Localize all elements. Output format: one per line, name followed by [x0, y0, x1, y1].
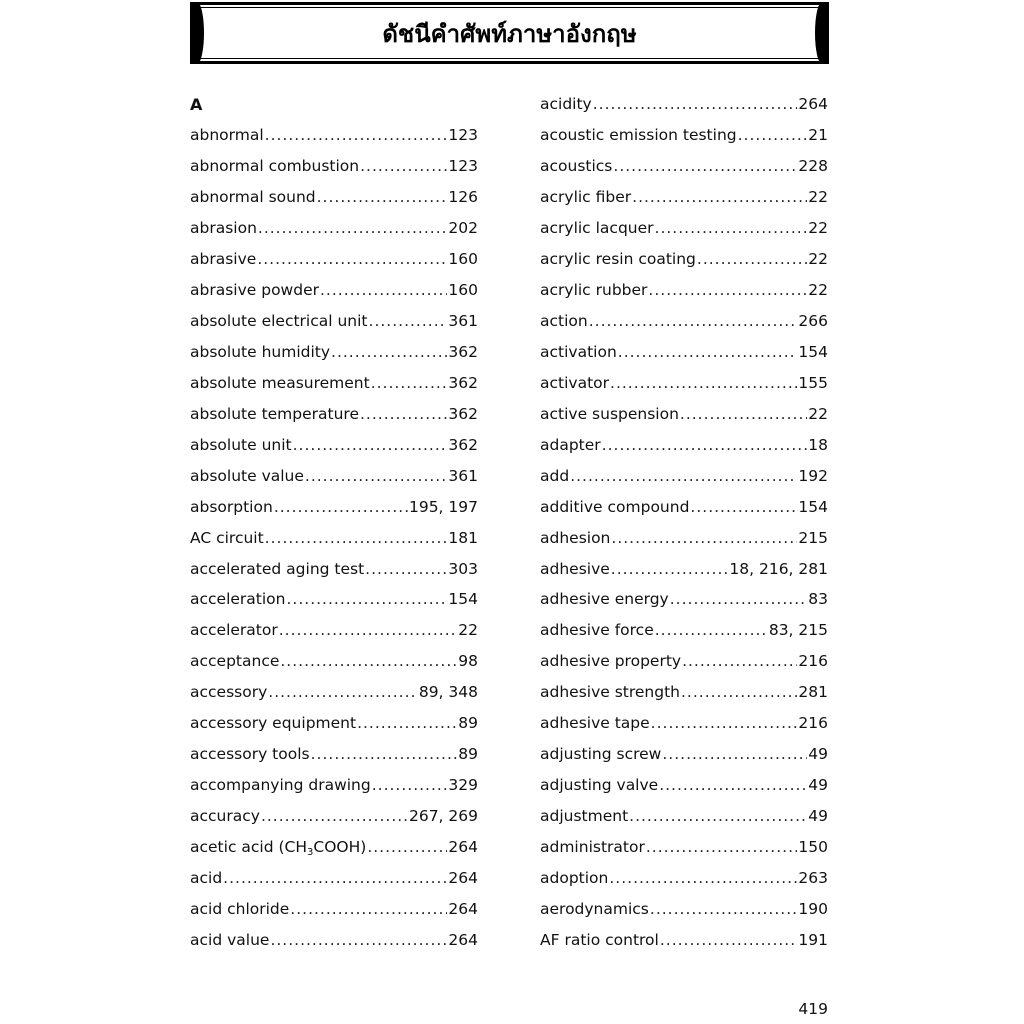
index-entry: [190, 151, 478, 182]
index-term: abnormal: [190, 126, 264, 145]
index-term: activator: [540, 373, 610, 392]
index-term: accessory: [190, 683, 268, 702]
index-term: acrylic rubber: [540, 281, 648, 300]
dot-leader: [261, 807, 408, 825]
dot-leader: [360, 157, 447, 175]
dot-leader: [610, 374, 797, 392]
index-page-ref: 49: [808, 776, 828, 795]
index-term: additive compound: [540, 497, 690, 516]
index-page-ref: 22: [808, 281, 828, 300]
index-entry: [540, 584, 828, 615]
index-term: acceptance: [190, 652, 280, 671]
dot-leader: [223, 869, 447, 887]
index-page-ref: 98: [458, 652, 478, 671]
index-page-ref: 362: [448, 404, 478, 423]
index-term: acid value: [190, 930, 270, 949]
index-page-ref: 264: [448, 899, 478, 918]
dot-leader: [632, 188, 807, 206]
index-entry: [190, 770, 478, 801]
dot-leader: [367, 838, 447, 856]
index-term-prefix: acetic acid (CH: [190, 837, 308, 856]
dot-leader: [570, 467, 797, 485]
index-entry: [540, 182, 828, 213]
dot-leader: [648, 281, 807, 299]
index-term: adhesive property: [540, 652, 682, 671]
dot-leader: [650, 900, 798, 918]
index-term-suffix: COOH): [313, 837, 367, 856]
index-page-ref: 22: [808, 219, 828, 238]
index-page-ref: 263: [798, 868, 828, 887]
dot-leader: [371, 374, 448, 392]
index-column-right: [540, 89, 828, 955]
index-page-ref: 216: [798, 652, 828, 671]
index-column-left: [190, 89, 478, 955]
dot-leader: [662, 745, 807, 763]
index-term: AC circuit: [190, 528, 264, 547]
index-page-ref: 49: [808, 745, 828, 764]
index-term: abnormal sound: [190, 188, 316, 207]
dot-leader: [320, 281, 447, 299]
index-page-ref: 126: [448, 188, 478, 207]
index-entry: [190, 615, 478, 646]
index-page-ref: 202: [448, 219, 478, 238]
dot-leader: [279, 621, 458, 639]
index-entry: [190, 398, 478, 429]
index-page-ref: 89: [458, 714, 478, 733]
index-entry: [540, 89, 828, 120]
dot-leader: [305, 467, 448, 485]
dot-leader: [659, 776, 807, 794]
index-entry: [190, 460, 478, 491]
dot-leader: [290, 900, 447, 918]
dot-leader: [681, 683, 797, 701]
index-entry: [190, 584, 478, 615]
dot-leader: [293, 436, 448, 454]
index-page-ref: 216: [798, 714, 828, 733]
index-page-ref: 281: [798, 683, 828, 702]
index-page-ref: 150: [798, 837, 828, 856]
dot-leader: [646, 838, 798, 856]
index-page-ref: 18, 216, 281: [729, 559, 828, 578]
index-term: activation: [540, 342, 617, 361]
index-page-ref: 362: [448, 342, 478, 361]
index-entry: [540, 398, 828, 429]
index-page-ref: 160: [448, 250, 478, 269]
index-entry: [540, 337, 828, 368]
dot-leader: [680, 405, 807, 423]
dot-leader: [613, 157, 797, 175]
index-entry: [540, 460, 828, 491]
title-banner: [190, 2, 829, 64]
dot-leader: [270, 931, 447, 949]
index-page-ref: 362: [448, 435, 478, 454]
index-term: accelerated aging test: [190, 559, 365, 578]
index-page-ref: 264: [798, 95, 828, 114]
index-term: absolute humidity: [190, 342, 331, 361]
index-entry: [190, 646, 478, 677]
index-entry: [540, 646, 828, 677]
index-page-ref: 329: [448, 776, 478, 795]
index-page-ref: 228: [798, 157, 828, 176]
dot-leader: [655, 621, 768, 639]
index-entry: [190, 739, 478, 770]
index-term: adapter: [540, 435, 601, 454]
index-page-ref: 154: [448, 590, 478, 609]
index-term: adjustment: [540, 807, 629, 826]
dot-leader: [670, 590, 808, 608]
index-entry: [540, 708, 828, 739]
index-entry: [190, 893, 478, 924]
index-page-ref: 361: [448, 312, 478, 331]
index-entry: [190, 862, 478, 893]
index-entry: [190, 522, 478, 553]
section-letter: A: [190, 94, 203, 114]
index-term: adhesive force: [540, 621, 654, 640]
index-term: accessory tools: [190, 745, 310, 764]
index-term: abrasion: [190, 219, 257, 238]
index-entry: [190, 213, 478, 244]
index-page-ref: 49: [808, 807, 828, 826]
right-entry-list: [540, 89, 828, 955]
dot-leader: [265, 126, 448, 144]
index-term: add: [540, 466, 570, 485]
index-page-ref: 21: [808, 126, 828, 145]
index-term: acid: [190, 868, 223, 887]
dot-leader: [589, 312, 798, 330]
index-entry: [190, 306, 478, 337]
section-heading: [190, 89, 478, 120]
index-term: abnormal combustion: [190, 157, 360, 176]
dot-leader: [258, 219, 448, 237]
index-entry: [540, 522, 828, 553]
index-entry: [190, 553, 478, 584]
index-entry: [540, 770, 828, 801]
index-term: adhesive energy: [540, 590, 669, 609]
index-term: accuracy: [190, 807, 260, 826]
index-term: accessory equipment: [190, 714, 357, 733]
dot-leader: [738, 126, 808, 144]
index-entry: [540, 739, 828, 770]
index-page-ref: 192: [798, 466, 828, 485]
index-term: acidity: [540, 95, 592, 114]
index-entry: [540, 120, 828, 151]
index-page-ref: 154: [798, 497, 828, 516]
index-entry: [540, 491, 828, 522]
index-entry: [190, 801, 478, 832]
index-page-ref: 18: [808, 435, 828, 454]
index-entry: [540, 275, 828, 306]
dot-leader: [593, 95, 798, 113]
dot-leader: [369, 312, 448, 330]
index-entry: [190, 491, 478, 522]
index-term: adjusting valve: [540, 776, 659, 795]
dot-leader: [372, 776, 448, 794]
dot-leader: [286, 590, 447, 608]
index-page-ref: 123: [448, 157, 478, 176]
index-entry: [540, 924, 828, 955]
dot-leader: [274, 498, 408, 516]
index-page-ref: 83: [808, 590, 828, 609]
index-term: aerodynamics: [540, 899, 649, 918]
dot-leader: [609, 869, 797, 887]
index-page-ref: 190: [798, 899, 828, 918]
index-page-ref: 22: [808, 250, 828, 269]
index-entry: [190, 924, 478, 955]
index-entry: [540, 213, 828, 244]
index-term: absolute measurement: [190, 373, 370, 392]
index-term: absolute unit: [190, 435, 292, 454]
index-page-ref: 361: [448, 466, 478, 485]
dot-leader: [317, 188, 448, 206]
index-term: adoption: [540, 868, 609, 887]
index-entry: [540, 244, 828, 275]
dot-leader: [265, 529, 448, 547]
index-entry: [540, 615, 828, 646]
dot-leader: [602, 436, 808, 454]
index-entry: [190, 182, 478, 213]
index-entry: [540, 151, 828, 182]
index-page-ref: 83, 215: [768, 621, 828, 640]
index-entry: [540, 677, 828, 708]
index-term: acid chloride: [190, 899, 290, 918]
index-term: adhesive tape: [540, 714, 650, 733]
index-page-ref: 191: [798, 930, 828, 949]
dot-leader: [697, 250, 807, 268]
dot-leader: [311, 745, 458, 763]
index-entry: [190, 275, 478, 306]
dot-leader: [360, 405, 447, 423]
dot-leader: [280, 652, 457, 670]
index-term: adhesive strength: [540, 683, 680, 702]
dot-leader: [651, 714, 798, 732]
index-page-ref: 89: [458, 745, 478, 764]
index-entry: [190, 708, 478, 739]
index-term: accompanying drawing: [190, 776, 371, 795]
dot-leader: [268, 683, 418, 701]
dot-leader: [660, 931, 798, 949]
index-entry: [190, 677, 478, 708]
index-term: active suspension: [540, 404, 679, 423]
dot-leader: [629, 807, 807, 825]
index-term: adhesion: [540, 528, 611, 547]
index-page-ref: 22: [808, 188, 828, 207]
index-entry: [190, 429, 478, 460]
index-term: acoustic emission testing: [540, 126, 737, 145]
index-term: administrator: [540, 837, 645, 856]
dot-leader: [611, 529, 797, 547]
index-page-ref: 362: [448, 373, 478, 392]
index-entry: [190, 832, 478, 863]
index-entry: [540, 832, 828, 863]
index-page-ref: 155: [798, 373, 828, 392]
dot-leader: [611, 560, 729, 578]
index-page-ref: 160: [448, 281, 478, 300]
dot-leader: [618, 343, 798, 361]
page-title: ดัชนีคำศัพท์ภาษาอังกฤษ: [382, 20, 637, 48]
index-term: adjusting screw: [540, 745, 662, 764]
index-entry: [540, 367, 828, 398]
page-number: 419: [798, 1000, 828, 1018]
index-entry: [540, 862, 828, 893]
index-term-subscript: 3: [307, 846, 314, 858]
index-page-ref: 89, 348: [418, 683, 478, 702]
index-page-ref: 154: [798, 342, 828, 361]
index-term: abrasive powder: [190, 281, 319, 300]
dot-leader: [690, 498, 797, 516]
index-term: acceleration: [190, 590, 286, 609]
index-page-ref: 264: [448, 868, 478, 887]
index-term: abrasive: [190, 250, 257, 269]
index-term: absolute electrical unit: [190, 312, 368, 331]
index-page-ref: 123: [448, 126, 478, 145]
index-page-ref: 266: [798, 312, 828, 331]
dot-leader: [365, 560, 447, 578]
index-entry: [190, 120, 478, 151]
index-page-ref: 264: [448, 837, 478, 856]
index-page-ref: 215: [798, 528, 828, 547]
index-entry: [540, 429, 828, 460]
index-term: acoustics: [540, 157, 613, 176]
index-entry: [540, 893, 828, 924]
dot-leader: [682, 652, 797, 670]
index-term: absorption: [190, 497, 273, 516]
index-entry: [540, 306, 828, 337]
index-page-ref: 267, 269: [408, 807, 478, 826]
index-entry: [540, 553, 828, 584]
index-term: AF ratio control: [540, 930, 659, 949]
dot-leader: [357, 714, 457, 732]
index-page-ref: 264: [448, 930, 478, 949]
dot-leader: [331, 343, 447, 361]
index-term: accelerator: [190, 621, 278, 640]
dot-leader: [655, 219, 808, 237]
index-term: acrylic lacquer: [540, 219, 654, 238]
index-page-ref: 195, 197: [408, 497, 478, 516]
index-entry: [190, 337, 478, 368]
index-entry: [540, 801, 828, 832]
index-page-ref: 181: [448, 528, 478, 547]
index-entry: [190, 244, 478, 275]
index-term: acrylic resin coating: [540, 250, 696, 269]
dot-leader: [257, 250, 447, 268]
index-entry: [190, 367, 478, 398]
index-term: absolute temperature: [190, 404, 359, 423]
index-term: acrylic fiber: [540, 188, 632, 207]
index-term: action: [540, 312, 588, 331]
left-entry-list: [190, 120, 478, 955]
index-term: [190, 838, 366, 856]
index-page-ref: 22: [458, 621, 478, 640]
index-term: adhesive: [540, 559, 610, 578]
index-page-ref: 22: [808, 404, 828, 423]
index-term: absolute value: [190, 466, 304, 485]
index-page-ref: 303: [448, 559, 478, 578]
